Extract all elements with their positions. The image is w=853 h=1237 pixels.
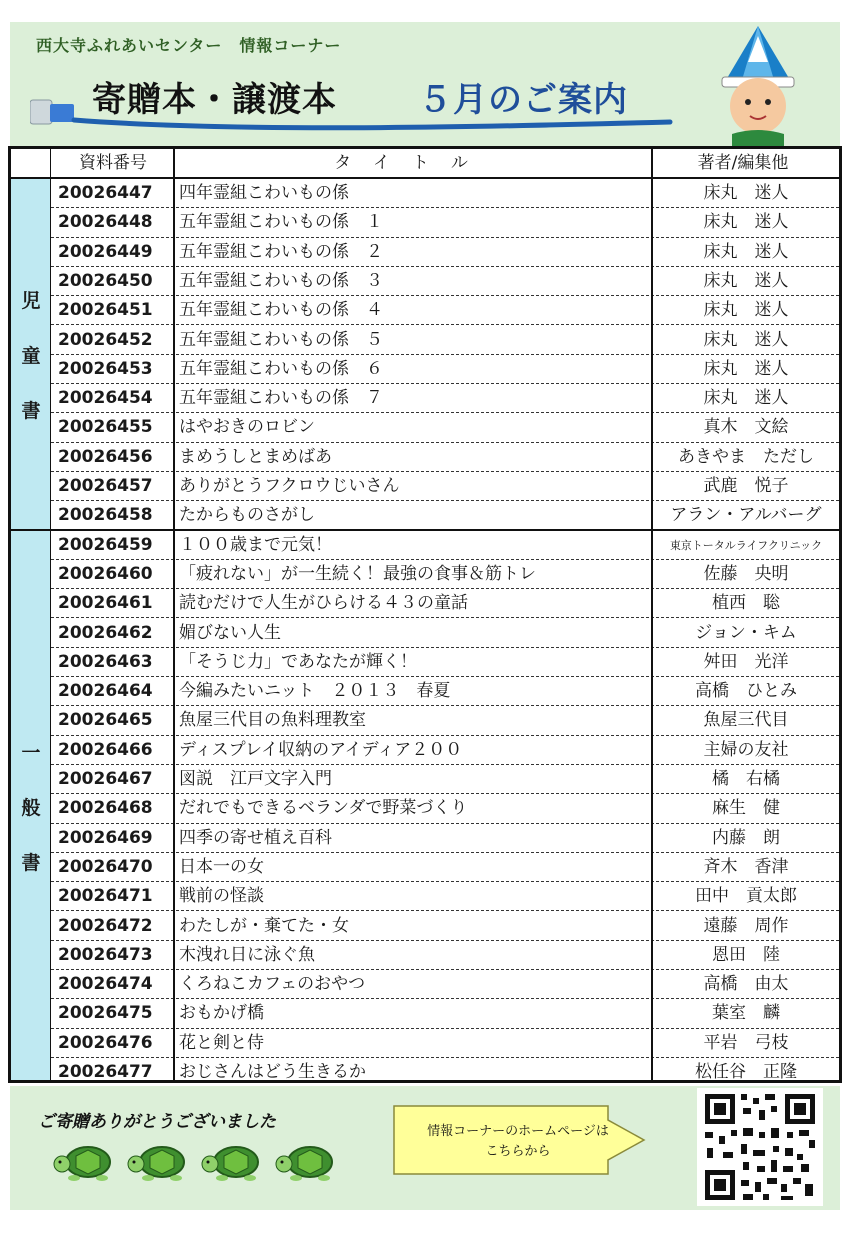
book-title: 五年霊組こわいもの係 ２ xyxy=(179,241,383,262)
table-row xyxy=(51,179,839,208)
table-row xyxy=(51,413,839,442)
table-row xyxy=(51,296,839,325)
book-author: 高橋 ひとみ xyxy=(695,681,797,702)
header-id: 資料番号 xyxy=(79,153,147,173)
table-row xyxy=(51,560,839,589)
table-corner xyxy=(11,149,51,179)
table-row xyxy=(51,619,839,648)
book-id: 20026476 xyxy=(58,1032,153,1053)
book-author: 床丸 迷人 xyxy=(703,270,789,291)
book-author: 田中 貢太郎 xyxy=(695,886,797,907)
table-row xyxy=(51,853,839,882)
book-id: 20026455 xyxy=(58,417,153,438)
table-row xyxy=(51,941,839,970)
book-title: 媚びない人生 xyxy=(179,622,281,643)
book-title: 日本一の女 xyxy=(179,856,264,877)
book-author: 東京トータルライフクリニック xyxy=(669,538,823,552)
book-id: 20026448 xyxy=(58,212,153,233)
group-label-text xyxy=(11,274,51,439)
book-title: 五年霊組こわいもの係 １ xyxy=(179,212,383,233)
group-label-char: 児 xyxy=(21,290,41,312)
book-id: 20026465 xyxy=(58,710,153,731)
group-label-general xyxy=(11,726,51,891)
book-author: 床丸 迷人 xyxy=(703,212,789,233)
book-list-table xyxy=(8,146,842,1083)
book-id: 20026466 xyxy=(58,739,153,760)
book-id: 20026473 xyxy=(58,944,153,965)
book-author: ジョン・キム xyxy=(695,622,797,643)
book-title: おもかげ橋 xyxy=(179,1003,264,1024)
book-author: アラン・アルバーグ xyxy=(670,505,822,526)
table-row xyxy=(51,472,839,501)
table-row xyxy=(51,208,839,237)
book-author: 斉木 香津 xyxy=(703,856,789,877)
thanks-message: ご寄贈ありがとうございました xyxy=(38,1112,276,1132)
book-author: 床丸 迷人 xyxy=(703,300,789,321)
table-row xyxy=(51,677,839,706)
book-title: ディスプレイ収納のアイディア２００ xyxy=(179,739,463,760)
book-title: 「疲れない」が一生続く！最強の食事＆筋トレ xyxy=(179,563,536,584)
book-author: 真木 文絵 xyxy=(703,417,789,438)
book-id: 20026464 xyxy=(58,681,153,702)
book-author: 内藤 朗 xyxy=(712,827,780,848)
book-title: 花と剣と侍 xyxy=(179,1032,264,1053)
table-row xyxy=(51,267,839,296)
table-row xyxy=(51,736,839,765)
table-row xyxy=(51,501,839,530)
book-title: 五年霊組こわいもの係 ６ xyxy=(179,358,383,379)
book-author: 松任谷 正隆 xyxy=(695,1062,797,1082)
book-id: 20026468 xyxy=(58,798,153,819)
book-id: 20026469 xyxy=(58,827,153,848)
group-children xyxy=(11,179,51,531)
book-author: 麻生 健 xyxy=(712,798,780,819)
group-label-char: 一 xyxy=(21,742,41,764)
book-id: 20026457 xyxy=(58,476,153,496)
book-id: 20026460 xyxy=(58,563,153,584)
book-title: 図説 江戸文字入門 xyxy=(179,769,332,789)
book-author: 床丸 迷人 xyxy=(703,241,789,262)
book-title: たからものさがし xyxy=(179,505,315,526)
book-title: 五年霊組こわいもの係 ４ xyxy=(179,300,383,321)
book-title: 五年霊組こわいもの係 ７ xyxy=(179,388,383,409)
book-id: 20026451 xyxy=(58,300,153,321)
book-author: 主婦の友社 xyxy=(703,739,789,760)
book-author: 高橋 由太 xyxy=(703,974,789,995)
book-author: 佐藤 央明 xyxy=(703,563,789,584)
callout-line2: こちらから xyxy=(485,1144,551,1159)
group-label-char: 童 xyxy=(21,345,41,368)
month-title: ５月のご案内 xyxy=(418,80,628,120)
book-id: 20026452 xyxy=(58,329,153,350)
book-title: 五年霊組こわいもの係 ５ xyxy=(179,329,383,350)
book-id: 20026471 xyxy=(58,886,153,907)
table-row xyxy=(51,794,839,823)
book-author: 葉室 麟 xyxy=(712,1003,780,1024)
table-row xyxy=(51,531,839,560)
book-author: 橘 右橘 xyxy=(712,769,780,789)
book-title: おじさんはどう生きるか xyxy=(179,1062,366,1082)
book-author: 平岩 弓枝 xyxy=(703,1032,789,1053)
book-author: 床丸 迷人 xyxy=(703,183,789,203)
table-row xyxy=(51,765,839,794)
book-title: 戦前の怪談 xyxy=(179,886,264,907)
book-author: 床丸 迷人 xyxy=(703,329,789,350)
book-id: 20026453 xyxy=(58,358,153,379)
book-title: １００歳まで元気！ xyxy=(179,534,332,555)
table-row xyxy=(51,326,839,355)
book-id: 20026450 xyxy=(58,270,153,291)
book-author: あきやま ただし xyxy=(678,446,814,467)
book-id: 20026459 xyxy=(58,534,153,555)
table-row xyxy=(51,882,839,911)
boy-kabuto-mascot-icon xyxy=(708,22,808,146)
table-body xyxy=(51,179,839,1080)
book-title: わたしが・棄てた・女 xyxy=(179,915,349,936)
book-author: 武鹿 悦子 xyxy=(703,476,789,496)
book-id: 20026456 xyxy=(58,446,153,467)
book-id: 20026458 xyxy=(58,505,153,526)
group-label-char: 般 xyxy=(21,797,41,820)
turtles-icon xyxy=(48,1140,348,1184)
book-author: 遠藤 周作 xyxy=(703,915,789,936)
table-row xyxy=(51,355,839,384)
book-id: 20026462 xyxy=(58,622,153,643)
book-title: くろねこカフェのおやつ xyxy=(179,974,366,995)
book-title: はやおきのロビン xyxy=(179,417,315,438)
book-title: 四季の寄せ植え百科 xyxy=(179,827,332,848)
book-author: 植西 聡 xyxy=(712,593,780,614)
book-title: 五年霊組こわいもの係 ３ xyxy=(179,270,383,291)
book-id: 20026474 xyxy=(58,974,153,995)
book-title: だれでもできるベランダで野菜づくり xyxy=(179,798,468,819)
book-id: 20026470 xyxy=(58,856,153,877)
book-id: 20026454 xyxy=(58,388,153,409)
book-title: ありがとうフクロウじいさん xyxy=(179,476,400,496)
column-divider xyxy=(651,149,653,1080)
table-row xyxy=(51,589,839,618)
table-row xyxy=(51,824,839,853)
table-row xyxy=(51,706,839,735)
book-author: 恩田 陸 xyxy=(712,944,780,965)
book-title: 今編みたいニット ２０１３ 春夏 xyxy=(179,681,451,702)
group-label-char: 書 xyxy=(21,852,41,875)
table-row xyxy=(51,238,839,267)
column-divider xyxy=(173,149,175,1080)
table-row xyxy=(51,1058,839,1087)
table-row xyxy=(51,999,839,1028)
book-author: 床丸 迷人 xyxy=(703,358,789,379)
book-title: まめうしとまめばあ xyxy=(179,446,332,467)
table-row xyxy=(51,912,839,941)
table-row xyxy=(51,443,839,472)
book-id: 20026472 xyxy=(58,915,153,936)
table-header xyxy=(51,149,839,179)
book-id: 20026477 xyxy=(58,1062,153,1082)
header-title: タイトル xyxy=(334,153,490,173)
book-author: 魚屋三代目 xyxy=(703,710,789,731)
table-row xyxy=(51,1029,839,1058)
organization-name: 西大寺ふれあいセンター 情報コーナー xyxy=(36,36,342,55)
book-id: 20026461 xyxy=(58,593,153,614)
book-id: 20026475 xyxy=(58,1003,153,1024)
table-row xyxy=(51,384,839,413)
group-label-char: 書 xyxy=(21,400,41,423)
book-id: 20026447 xyxy=(58,183,153,203)
group-label-text xyxy=(11,726,51,891)
qr-code-icon[interactable] xyxy=(697,1088,823,1206)
book-author: 舛田 光洋 xyxy=(703,651,789,672)
book-id: 20026463 xyxy=(58,651,153,672)
table-row xyxy=(51,648,839,677)
book-title: 四年霊組こわいもの係 xyxy=(179,183,349,203)
group-label-children xyxy=(11,274,51,439)
book-title: 木洩れ日に泳ぐ魚 xyxy=(179,944,315,965)
homepage-callout-text xyxy=(398,1122,638,1162)
book-author: 床丸 迷人 xyxy=(703,388,789,409)
callout-line1: 情報コーナーのホームページは xyxy=(427,1124,609,1139)
book-title: 「そうじ力」であなたが輝く！ xyxy=(179,651,417,672)
book-title: 魚屋三代目の魚料理教室 xyxy=(179,710,366,731)
table-row xyxy=(51,970,839,999)
book-id: 20026449 xyxy=(58,241,153,262)
page-title: 寄贈本・譲渡本 xyxy=(92,80,337,120)
header-author: 著者/編集他 xyxy=(697,153,789,173)
book-id: 20026467 xyxy=(58,769,153,789)
book-title: 読むだけで人生がひらける４３の童話 xyxy=(179,593,468,614)
group-general xyxy=(11,531,51,1080)
